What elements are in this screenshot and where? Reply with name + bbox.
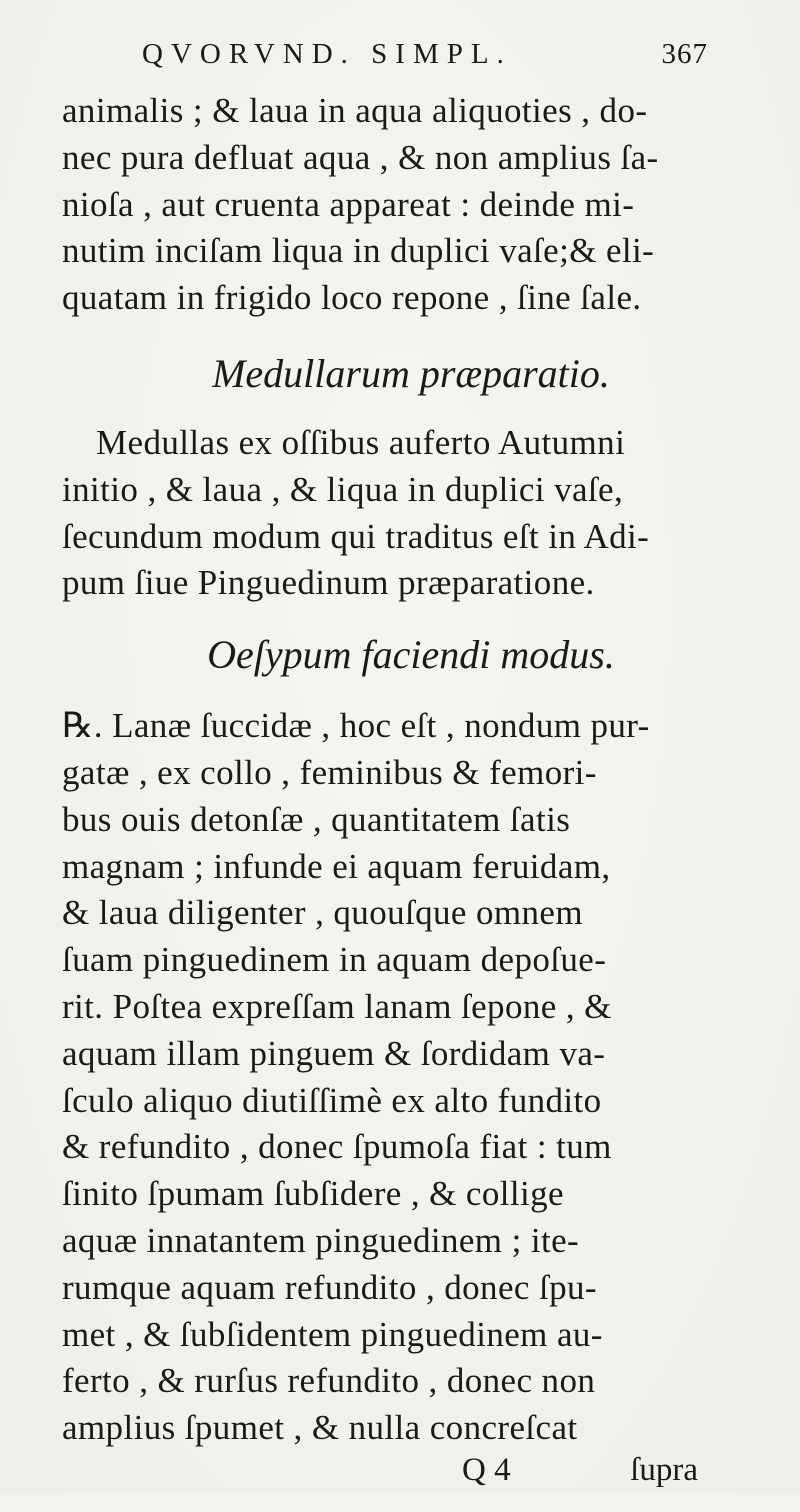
text-line: & laua diligenter , quouſque omnem (62, 893, 583, 933)
text-line: amplius ſpumet , & nulla concreſcat (62, 1408, 578, 1448)
section-heading-medullarum: Medullarum præparatio. (212, 350, 610, 396)
section-heading-oesypum: Oeſypum faciendi modus. (207, 632, 615, 678)
text-line: nutim inciſam liqua in duplici vaſe;& eli- (62, 231, 655, 271)
text-line: ſinito ſpumam ſubſidere , & collige (62, 1174, 564, 1214)
text-line: magnam ; infunde ei aquam feruidam, (62, 846, 611, 886)
text-line: nec pura defluat aqua , & non amplius ſa- (62, 137, 659, 177)
page-footer (62, 1452, 760, 1512)
catchword: ſupra (630, 1451, 698, 1488)
paragraph-1 (62, 88, 760, 322)
text-line: ſuam pinguedinem in aquam depoſue- (62, 940, 607, 980)
text-line: quatam in frigido loco repone , ſine ſale. (62, 278, 642, 318)
text-line: pum ſiue Pinguedinum præparatione. (62, 563, 595, 603)
text-line: ſecundum modum qui traditus eſt in Adi- (62, 516, 650, 556)
text-line: animalis ; & laua in aqua aliquoties , do- (62, 91, 648, 130)
text-line: aquam illam pinguem & ſordidam va- (62, 1033, 606, 1073)
text-line: ſculo aliquo diutiſſimè ex alto fundito (62, 1080, 602, 1120)
text-line: met , & ſubſidentem pinguedinem au- (62, 1314, 603, 1354)
running-head (62, 38, 760, 88)
text-line: rit. Poſtea expreſſam lanam ſepone , & (62, 986, 612, 1026)
text-line: bus ouis detonſæ , quantitatem ſatis (62, 799, 571, 839)
text-line: nioſa , aut cruenta appareat : deinde mi- (62, 184, 635, 224)
text-line: gatæ , ex collo , feminibus & femori- (62, 752, 597, 792)
text-line: Medullas ex oſſibus auferto Autumni (96, 422, 626, 462)
paragraph-2 (62, 420, 760, 607)
text-line: aquæ innatantem pinguedinem ; ite- (62, 1220, 580, 1260)
page-number: 367 (661, 38, 708, 70)
running-title: QVORVND. SIMPL. (142, 38, 512, 70)
signature-mark: Q 4 (462, 1451, 511, 1488)
text-line: rumque aquam refundito , donec ſpu- (62, 1267, 597, 1307)
text-line: initio , & laua , & liqua in duplici vaſe, (62, 469, 624, 509)
paragraph-3 (62, 703, 760, 1452)
text-line: ferto , & rurſus refundito , donec non (62, 1361, 596, 1401)
text-line: ℞. Lanæ ſuccidæ , hoc eſt , nondum pur- (62, 706, 650, 746)
text-line: & refundito , donec ſpumoſa fiat : tum (62, 1127, 612, 1167)
